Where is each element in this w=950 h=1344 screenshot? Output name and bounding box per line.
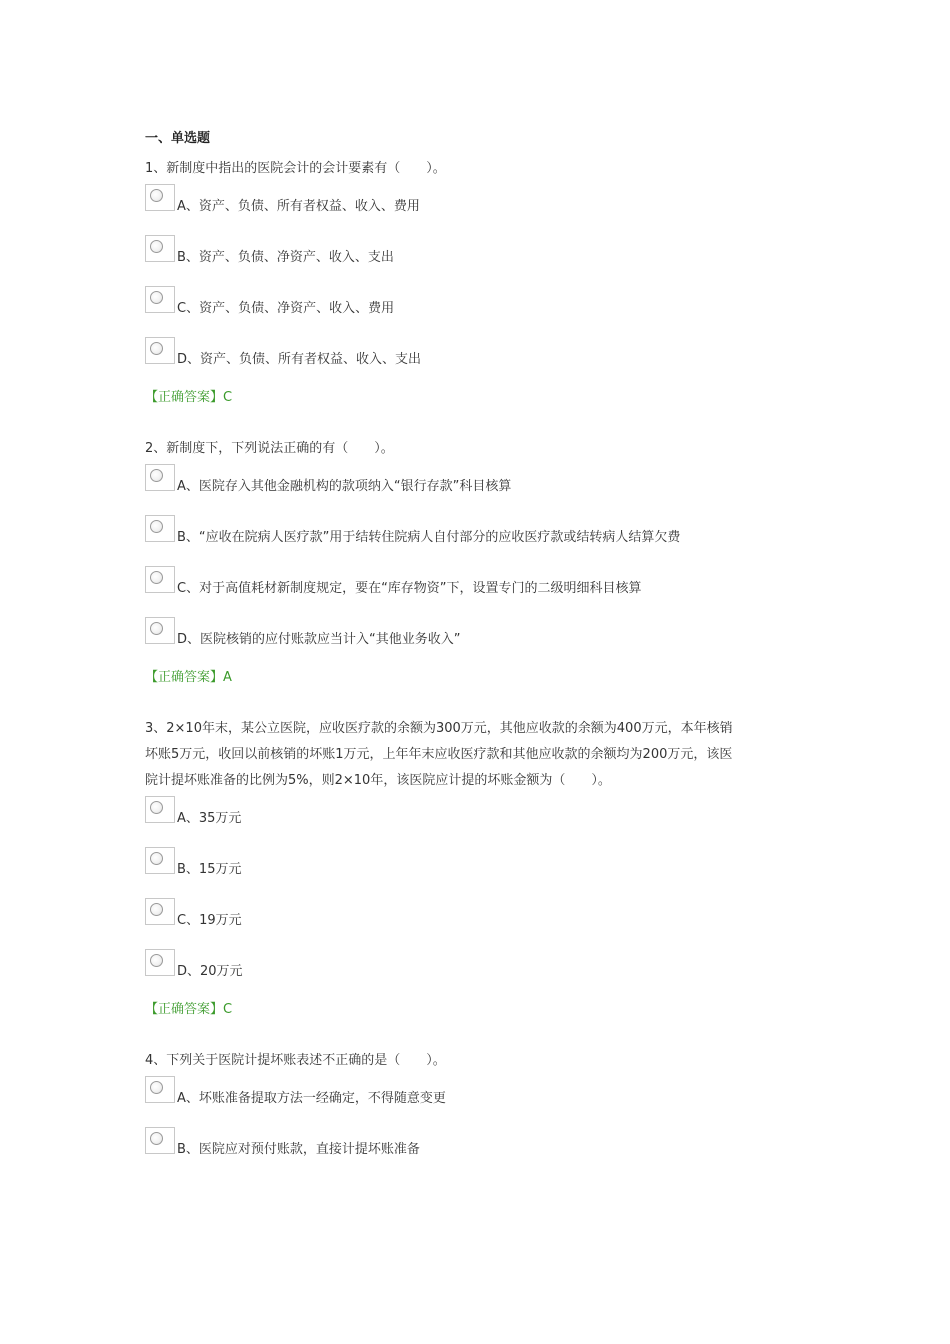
option-label: A、资产、负债、所有者权益、收入、费用: [177, 199, 420, 214]
document-page: [145, 130, 835, 1178]
radio-circle-icon: [150, 469, 163, 482]
radio-button[interactable]: [145, 184, 175, 211]
answer-letter: A: [223, 670, 232, 685]
answer-label: 【正确答案】: [145, 670, 224, 685]
question-stem-line: 3、2×10年末，某公立医院，应收医疗款的余额为300万元，其他应收款的余额为400万元，本年核销: [145, 721, 733, 736]
radio-button[interactable]: [145, 566, 175, 593]
option-d[interactable]: [145, 617, 835, 650]
radio-button[interactable]: [145, 898, 175, 925]
radio-button[interactable]: [145, 617, 175, 644]
option-label: C、对于高值耗材新制度规定，要在“库存物资”下，设置专门的二级明细科目核算: [177, 581, 642, 596]
radio-circle-icon: [150, 571, 163, 584]
spacer: [145, 1020, 835, 1048]
option-b[interactable]: [145, 847, 835, 880]
option-c[interactable]: [145, 898, 835, 931]
question-stem: 2、新制度下，下列说法正确的有（ ）。: [145, 441, 394, 456]
radio-button[interactable]: [145, 515, 175, 542]
spacer: [145, 408, 835, 436]
option-label: A、35万元: [177, 811, 242, 826]
radio-circle-icon: [150, 801, 163, 814]
option-d[interactable]: [145, 337, 835, 370]
radio-button[interactable]: [145, 847, 175, 874]
answer-label: 【正确答案】: [145, 390, 224, 405]
option-a[interactable]: [145, 184, 835, 217]
question-2: [145, 436, 835, 688]
option-label: B、“应收在院病人医疗款”用于结转住院病人自付部分的应收医疗款或结转病人结算欠费: [177, 530, 681, 545]
radio-circle-icon: [150, 903, 163, 916]
option-a[interactable]: [145, 464, 835, 497]
radio-button[interactable]: [145, 1076, 175, 1103]
question-stem: 4、下列关于医院计提坏账表述不正确的是（ ）。: [145, 1053, 446, 1068]
question-stem-line: 院计提坏账准备的比例为5%，则2×10年，该医院应计提的坏账金额为（ ）。: [145, 773, 611, 788]
option-label: D、20万元: [177, 964, 243, 979]
radio-button[interactable]: [145, 286, 175, 313]
spacer: [145, 688, 835, 716]
correct-answer: [145, 388, 835, 408]
correct-answer: [145, 1000, 835, 1020]
answer-label: 【正确答案】: [145, 1002, 224, 1017]
radio-circle-icon: [150, 342, 163, 355]
option-label: C、资产、负债、净资产、收入、费用: [177, 301, 395, 316]
question-4: [145, 1048, 835, 1160]
radio-circle-icon: [150, 1132, 163, 1145]
option-label: D、资产、负债、所有者权益、收入、支出: [177, 352, 422, 367]
radio-button[interactable]: [145, 464, 175, 491]
radio-circle-icon: [150, 189, 163, 202]
option-label: B、15万元: [177, 862, 242, 877]
question-1: [145, 156, 835, 408]
answer-letter: C: [223, 1002, 233, 1017]
option-label: A、坏账准备提取方法一经确定，不得随意变更: [177, 1091, 446, 1106]
question-3: [145, 716, 835, 1020]
radio-circle-icon: [150, 291, 163, 304]
radio-button[interactable]: [145, 235, 175, 262]
option-a[interactable]: [145, 796, 835, 829]
question-stem-line: 坏账5万元，收回以前核销的坏账1万元，上年年末应收医疗款和其他应收款的余额均为200万元，该医: [145, 747, 733, 762]
section-title: 一、单选题: [145, 131, 211, 146]
option-c[interactable]: [145, 566, 835, 599]
answer-letter: C: [223, 390, 233, 405]
option-b[interactable]: [145, 1127, 835, 1160]
option-b[interactable]: [145, 515, 835, 548]
radio-button[interactable]: [145, 337, 175, 364]
option-label: B、资产、负债、净资产、收入、支出: [177, 250, 394, 265]
option-label: A、医院存入其他金融机构的款项纳入“银行存款”科目核算: [177, 479, 512, 494]
option-label: C、19万元: [177, 913, 242, 928]
radio-button[interactable]: [145, 796, 175, 823]
radio-circle-icon: [150, 1081, 163, 1094]
radio-button[interactable]: [145, 949, 175, 976]
option-c[interactable]: [145, 286, 835, 319]
option-label: D、医院核销的应付账款应当计入“其他业务收入”: [177, 632, 461, 647]
radio-circle-icon: [150, 852, 163, 865]
option-a[interactable]: [145, 1076, 835, 1109]
radio-circle-icon: [150, 954, 163, 967]
option-label: B、医院应对预付账款，直接计提坏账准备: [177, 1142, 420, 1157]
correct-answer: [145, 668, 835, 688]
option-b[interactable]: [145, 235, 835, 268]
radio-button[interactable]: [145, 1127, 175, 1154]
radio-circle-icon: [150, 520, 163, 533]
question-stem: 1、新制度中指出的医院会计的会计要素有（ ）。: [145, 161, 446, 176]
radio-circle-icon: [150, 240, 163, 253]
radio-circle-icon: [150, 622, 163, 635]
option-d[interactable]: [145, 949, 835, 982]
